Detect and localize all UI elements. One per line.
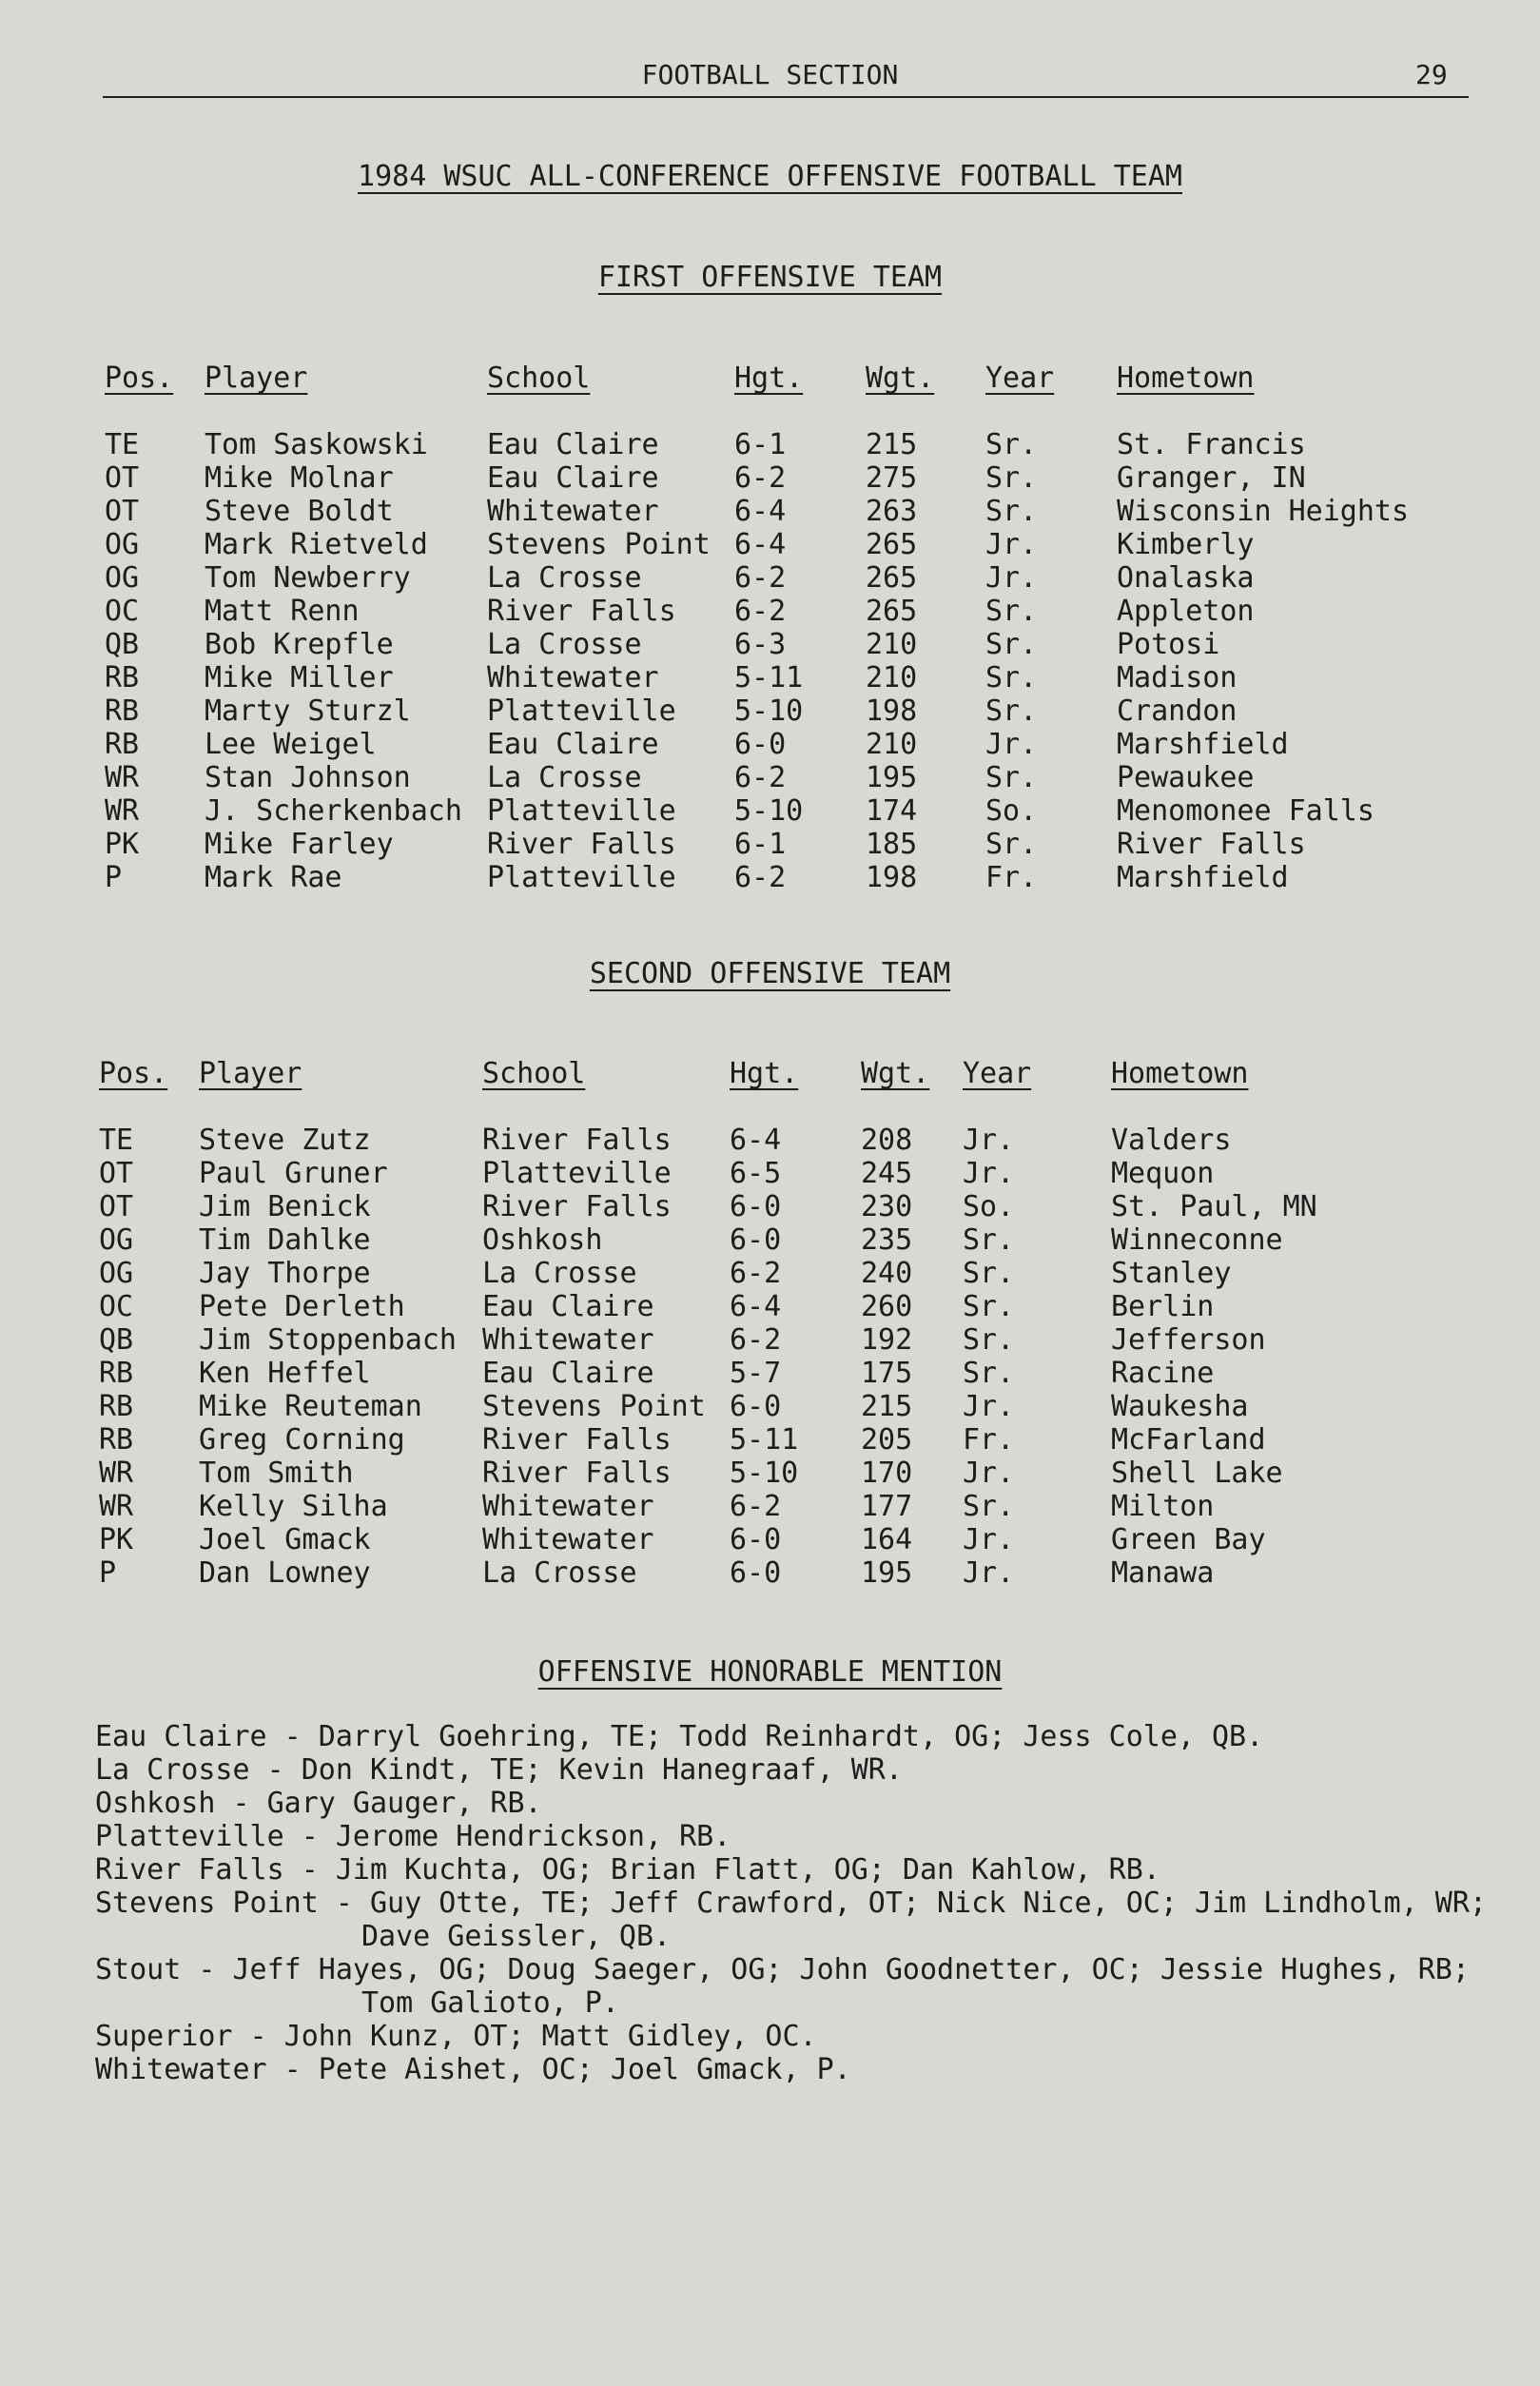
cell-pos: RB xyxy=(105,661,140,694)
cell-pos: OC xyxy=(105,595,140,628)
cell-school: Eau Claire xyxy=(487,428,659,461)
cell-wgt: 205 xyxy=(861,1423,913,1457)
cell-wgt: 263 xyxy=(866,495,918,528)
cell-hometown: Granger, IN xyxy=(1117,461,1306,495)
second-team-title: SECOND OFFENSIVE TEAM xyxy=(589,957,951,990)
cell-player: Tim Dahlke xyxy=(199,1223,371,1257)
cell-wgt: 260 xyxy=(861,1290,913,1323)
table-row xyxy=(0,1423,1540,1457)
cell-year: Sr. xyxy=(985,761,1038,794)
cell-school: Platteville xyxy=(482,1157,672,1190)
cell-pos: P xyxy=(105,861,123,894)
cell-wgt: 275 xyxy=(866,461,918,495)
cell-year: Sr. xyxy=(985,628,1038,661)
table-header-row xyxy=(0,1057,1540,1090)
cell-year: Sr. xyxy=(963,1257,1015,1290)
cell-pos: RB xyxy=(105,694,140,728)
cell-year: So. xyxy=(985,794,1038,828)
column-header-wgt: Wgt. xyxy=(861,1057,930,1090)
column-header-player: Player xyxy=(205,362,308,395)
cell-year: Jr. xyxy=(963,1523,1015,1556)
table-row xyxy=(0,1490,1540,1523)
cell-hgt: 6-1 xyxy=(734,428,787,461)
table-row xyxy=(0,1357,1540,1390)
cell-wgt: 265 xyxy=(866,561,918,595)
cell-pos: OT xyxy=(99,1157,134,1190)
cell-player: Steve Boldt xyxy=(205,495,394,528)
column-header-pos: Pos. xyxy=(99,1057,168,1090)
cell-wgt: 210 xyxy=(866,661,918,694)
cell-player: Kelly Silha xyxy=(199,1490,388,1523)
cell-year: Jr. xyxy=(963,1124,1015,1157)
cell-pos: OT xyxy=(105,495,140,528)
cell-year: Jr. xyxy=(963,1457,1015,1490)
table-row xyxy=(0,428,1540,461)
section-header: FOOTBALL SECTION xyxy=(641,59,899,90)
cell-school: Platteville xyxy=(487,861,676,894)
cell-wgt: 198 xyxy=(866,694,918,728)
cell-year: Sr. xyxy=(985,428,1038,461)
cell-wgt: 210 xyxy=(866,628,918,661)
cell-school: River Falls xyxy=(482,1190,672,1223)
column-header-pos: Pos. xyxy=(105,362,174,395)
table-row xyxy=(0,1190,1540,1223)
cell-hometown: Valders xyxy=(1111,1124,1232,1157)
cell-player: Dan Lowney xyxy=(199,1556,371,1590)
cell-hometown: Onalaska xyxy=(1117,561,1255,595)
cell-year: Sr. xyxy=(985,461,1038,495)
cell-hgt: 6-0 xyxy=(734,728,787,761)
cell-player: Mark Rae xyxy=(205,861,342,894)
cell-pos: OT xyxy=(105,461,140,495)
cell-school: River Falls xyxy=(487,595,676,628)
cell-pos: PK xyxy=(105,828,140,861)
cell-school: River Falls xyxy=(482,1457,672,1490)
cell-pos: TE xyxy=(105,428,140,461)
cell-hometown: St. Francis xyxy=(1117,428,1306,461)
cell-hometown: Winneconne xyxy=(1111,1223,1283,1257)
cell-year: Fr. xyxy=(963,1423,1015,1457)
second-team-table xyxy=(0,1057,1540,1590)
cell-pos: OT xyxy=(99,1190,134,1223)
cell-school: Eau Claire xyxy=(487,728,659,761)
cell-hgt: 6-3 xyxy=(734,628,787,661)
cell-hometown: Manawa xyxy=(1111,1556,1215,1590)
cell-wgt: 174 xyxy=(866,794,918,828)
cell-school: River Falls xyxy=(482,1423,672,1457)
cell-hgt: 6-0 xyxy=(730,1390,782,1423)
cell-pos: QB xyxy=(99,1323,134,1357)
cell-hgt: 6-2 xyxy=(734,561,787,595)
cell-hometown: Marshfield xyxy=(1117,728,1289,761)
cell-school: Stevens Point xyxy=(487,528,711,561)
cell-hgt: 6-4 xyxy=(730,1290,782,1323)
cell-player: Steve Zutz xyxy=(199,1124,371,1157)
cell-wgt: 177 xyxy=(861,1490,913,1523)
table-spacer xyxy=(0,395,1540,428)
cell-hgt: 5-10 xyxy=(734,694,804,728)
cell-pos: PK xyxy=(99,1523,134,1556)
cell-hgt: 5-11 xyxy=(734,661,804,694)
cell-hometown: Jefferson xyxy=(1111,1323,1266,1357)
cell-pos: OG xyxy=(99,1257,134,1290)
cell-school: La Crosse xyxy=(487,628,642,661)
cell-wgt: 240 xyxy=(861,1257,913,1290)
table-row xyxy=(0,1323,1540,1357)
cell-hgt: 6-4 xyxy=(734,495,787,528)
cell-player: Matt Renn xyxy=(205,595,360,628)
cell-hometown: River Falls xyxy=(1117,828,1306,861)
cell-year: Sr. xyxy=(963,1357,1015,1390)
cell-hometown: Menomonee Falls xyxy=(1117,794,1374,828)
cell-player: Pete Derleth xyxy=(199,1290,405,1323)
cell-hgt: 6-2 xyxy=(730,1257,782,1290)
cell-pos: OG xyxy=(105,528,140,561)
cell-year: Sr. xyxy=(985,828,1038,861)
cell-wgt: 195 xyxy=(866,761,918,794)
column-header-player: Player xyxy=(199,1057,302,1090)
cell-pos: RB xyxy=(99,1423,134,1457)
cell-hometown: Madison xyxy=(1117,661,1238,694)
column-header-hgt: Hgt. xyxy=(734,362,804,395)
cell-player: Greg Corning xyxy=(199,1423,405,1457)
table-row xyxy=(0,728,1540,761)
cell-year: Jr. xyxy=(963,1556,1015,1590)
honorable-mention-continuation: Tom Galioto, P. xyxy=(361,1986,619,2020)
cell-hometown: Shell Lake xyxy=(1111,1457,1283,1490)
cell-hgt: 6-0 xyxy=(730,1190,782,1223)
first-team-table xyxy=(0,362,1540,894)
table-row xyxy=(0,595,1540,628)
cell-hgt: 6-0 xyxy=(730,1556,782,1590)
table-row xyxy=(0,1290,1540,1323)
cell-hometown: Waukesha xyxy=(1111,1390,1249,1423)
cell-player: Mike Farley xyxy=(205,828,394,861)
table-row xyxy=(0,1523,1540,1556)
table-row xyxy=(0,661,1540,694)
cell-school: Whitewater xyxy=(487,495,659,528)
cell-year: Sr. xyxy=(985,694,1038,728)
column-header-hgt: Hgt. xyxy=(730,1057,799,1090)
cell-player: Bob Krepfle xyxy=(205,628,394,661)
honorable-mention-entry: Whitewater - Pete Aishet, OC; Joel Gmack, P. xyxy=(95,2053,851,2086)
cell-school: River Falls xyxy=(482,1124,672,1157)
cell-hometown: McFarland xyxy=(1111,1423,1266,1457)
cell-player: Mark Rietveld xyxy=(205,528,428,561)
cell-year: Jr. xyxy=(963,1390,1015,1423)
cell-pos: QB xyxy=(105,628,140,661)
cell-player: Tom Newberry xyxy=(205,561,411,595)
cell-wgt: 245 xyxy=(861,1157,913,1190)
cell-wgt: 164 xyxy=(861,1523,913,1556)
cell-pos: RB xyxy=(105,728,140,761)
column-header-wgt: Wgt. xyxy=(866,362,935,395)
cell-hometown: Wisconsin Heights xyxy=(1117,495,1410,528)
cell-wgt: 210 xyxy=(866,728,918,761)
cell-player: Tom Smith xyxy=(199,1457,354,1490)
honorable-mention-entry: Stevens Point - Guy Otte, TE; Jeff Crawford, OT; Nick Nice, OC; Jim Lindholm, WR; xyxy=(95,1887,1487,1920)
table-row xyxy=(0,828,1540,861)
cell-hometown: Crandon xyxy=(1117,694,1238,728)
cell-school: La Crosse xyxy=(487,561,642,595)
cell-year: Jr. xyxy=(963,1157,1015,1190)
cell-hgt: 6-2 xyxy=(734,595,787,628)
first-team-title: FIRST OFFENSIVE TEAM xyxy=(597,261,943,294)
cell-hometown: Milton xyxy=(1111,1490,1215,1523)
column-header-school: School xyxy=(487,362,591,395)
cell-year: Jr. xyxy=(985,528,1038,561)
cell-player: Jim Benick xyxy=(199,1190,371,1223)
cell-school: La Crosse xyxy=(487,761,642,794)
cell-player: Lee Weigel xyxy=(205,728,377,761)
cell-year: Sr. xyxy=(963,1490,1015,1523)
cell-school: River Falls xyxy=(487,828,676,861)
table-row xyxy=(0,1390,1540,1423)
cell-hgt: 6-2 xyxy=(734,461,787,495)
cell-school: Whitewater xyxy=(482,1323,654,1357)
cell-player: Jim Stoppenbach xyxy=(199,1323,457,1357)
header-rule xyxy=(103,96,1469,98)
cell-hgt: 6-5 xyxy=(730,1157,782,1190)
cell-pos: WR xyxy=(105,794,140,828)
cell-school: Platteville xyxy=(487,694,676,728)
cell-school: La Crosse xyxy=(482,1257,637,1290)
honorable-mention-entry: Oshkosh - Gary Gauger, RB. xyxy=(95,1787,542,1820)
table-row xyxy=(0,1257,1540,1290)
column-header-school: School xyxy=(482,1057,586,1090)
cell-wgt: 192 xyxy=(861,1323,913,1357)
cell-wgt: 175 xyxy=(861,1357,913,1390)
cell-hgt: 6-4 xyxy=(734,528,787,561)
cell-player: Paul Gruner xyxy=(199,1157,388,1190)
cell-hometown: Mequon xyxy=(1111,1157,1215,1190)
cell-hometown: Appleton xyxy=(1117,595,1255,628)
table-spacer xyxy=(0,1090,1540,1124)
cell-player: Tom Saskowski xyxy=(205,428,428,461)
cell-school: Oshkosh xyxy=(482,1223,603,1257)
cell-player: Joel Gmack xyxy=(199,1523,371,1556)
cell-wgt: 170 xyxy=(861,1457,913,1490)
cell-hometown: Pewaukee xyxy=(1117,761,1255,794)
table-row xyxy=(0,528,1540,561)
table-row xyxy=(0,1223,1540,1257)
cell-pos: OG xyxy=(99,1223,134,1257)
cell-wgt: 208 xyxy=(861,1124,913,1157)
table-row xyxy=(0,495,1540,528)
honorable-mention-entry: Stout - Jeff Hayes, OG; Doug Saeger, OG; John Goodnetter, OC; Jessie Hughes, RB; xyxy=(95,1953,1470,1986)
table-row xyxy=(0,1124,1540,1157)
cell-school: La Crosse xyxy=(482,1556,637,1590)
table-row xyxy=(0,761,1540,794)
cell-player: Mike Reuteman xyxy=(199,1390,422,1423)
cell-hometown: Kimberly xyxy=(1117,528,1255,561)
column-header-hometown: Hometown xyxy=(1117,362,1255,395)
cell-hometown: St. Paul, MN xyxy=(1111,1190,1317,1223)
cell-school: Platteville xyxy=(487,794,676,828)
cell-pos: RB xyxy=(99,1390,134,1423)
cell-hometown: Racine xyxy=(1111,1357,1215,1390)
cell-year: Sr. xyxy=(985,661,1038,694)
table-row xyxy=(0,561,1540,595)
table-header-row xyxy=(0,362,1540,395)
cell-year: Sr. xyxy=(963,1223,1015,1257)
cell-hgt: 6-4 xyxy=(730,1124,782,1157)
table-row xyxy=(0,1556,1540,1590)
cell-hgt: 5-11 xyxy=(730,1423,799,1457)
cell-hometown: Potosi xyxy=(1117,628,1220,661)
cell-year: Sr. xyxy=(985,595,1038,628)
honorable-mention-entry: Eau Claire - Darryl Goehring, TE; Todd Reinhardt, OG; Jess Cole, QB. xyxy=(95,1720,1264,1753)
cell-school: Whitewater xyxy=(487,661,659,694)
cell-hgt: 6-0 xyxy=(730,1223,782,1257)
cell-wgt: 215 xyxy=(866,428,918,461)
cell-player: Ken Heffel xyxy=(199,1357,371,1390)
cell-school: Eau Claire xyxy=(482,1290,654,1323)
cell-hgt: 6-2 xyxy=(730,1490,782,1523)
honorable-mention-entry: River Falls - Jim Kuchta, OG; Brian Flatt, OG; Dan Kahlow, RB. xyxy=(95,1853,1160,1887)
column-header-year: Year xyxy=(985,362,1055,395)
cell-year: Sr. xyxy=(985,495,1038,528)
cell-year: Jr. xyxy=(985,561,1038,595)
honorable-mention-continuation: Dave Geissler, QB. xyxy=(361,1920,672,1953)
column-header-hometown: Hometown xyxy=(1111,1057,1249,1090)
cell-school: Whitewater xyxy=(482,1490,654,1523)
cell-hgt: 6-2 xyxy=(734,861,787,894)
cell-hgt: 5-7 xyxy=(730,1357,782,1390)
honorable-mention-entry: Platteville - Jerome Hendrickson, RB. xyxy=(95,1820,731,1853)
cell-pos: OC xyxy=(99,1290,134,1323)
cell-year: Fr. xyxy=(985,861,1038,894)
page-number: 29 xyxy=(1415,59,1448,90)
cell-pos: WR xyxy=(105,761,140,794)
cell-pos: P xyxy=(99,1556,117,1590)
honorable-mention-entry: Superior - John Kunz, OT; Matt Gidley, OC. xyxy=(95,2020,817,2053)
cell-pos: RB xyxy=(99,1357,134,1390)
cell-player: Stan Johnson xyxy=(205,761,411,794)
cell-hgt: 5-10 xyxy=(734,794,804,828)
cell-wgt: 215 xyxy=(861,1390,913,1423)
cell-player: Mike Miller xyxy=(205,661,394,694)
cell-pos: TE xyxy=(99,1124,134,1157)
table-row xyxy=(0,861,1540,894)
cell-school: Eau Claire xyxy=(487,461,659,495)
cell-hometown: Green Bay xyxy=(1111,1523,1266,1556)
honorable-mention-title: OFFENSIVE HONORABLE MENTION xyxy=(537,1655,1003,1689)
cell-wgt: 195 xyxy=(861,1556,913,1590)
honorable-mention-entry: La Crosse - Don Kindt, TE; Kevin Hanegraaf, WR. xyxy=(95,1753,903,1787)
cell-year: Sr. xyxy=(963,1323,1015,1357)
cell-school: Eau Claire xyxy=(482,1357,654,1390)
cell-player: J. Scherkenbach xyxy=(205,794,462,828)
table-row xyxy=(0,461,1540,495)
cell-year: So. xyxy=(963,1190,1015,1223)
cell-pos: OG xyxy=(105,561,140,595)
cell-wgt: 265 xyxy=(866,595,918,628)
main-title: 1984 WSUC ALL-CONFERENCE OFFENSIVE FOOTBALL TEAM xyxy=(358,160,1182,193)
cell-hometown: Stanley xyxy=(1111,1257,1232,1290)
cell-wgt: 185 xyxy=(866,828,918,861)
cell-year: Sr. xyxy=(963,1290,1015,1323)
cell-wgt: 235 xyxy=(861,1223,913,1257)
cell-hgt: 6-1 xyxy=(734,828,787,861)
cell-pos: WR xyxy=(99,1490,134,1523)
cell-hgt: 5-10 xyxy=(730,1457,799,1490)
honorable-mention-list xyxy=(95,1720,1503,2086)
cell-year: Jr. xyxy=(985,728,1038,761)
cell-player: Marty Sturzl xyxy=(205,694,411,728)
table-row xyxy=(0,794,1540,828)
table-row xyxy=(0,628,1540,661)
cell-hgt: 6-2 xyxy=(730,1323,782,1357)
cell-hometown: Berlin xyxy=(1111,1290,1215,1323)
cell-player: Jay Thorpe xyxy=(199,1257,371,1290)
cell-hometown: Marshfield xyxy=(1117,861,1289,894)
cell-wgt: 198 xyxy=(866,861,918,894)
column-header-year: Year xyxy=(963,1057,1032,1090)
table-row xyxy=(0,1157,1540,1190)
cell-hgt: 6-2 xyxy=(734,761,787,794)
cell-hgt: 6-0 xyxy=(730,1523,782,1556)
cell-wgt: 230 xyxy=(861,1190,913,1223)
cell-school: Whitewater xyxy=(482,1523,654,1556)
table-row xyxy=(0,1457,1540,1490)
cell-school: Stevens Point xyxy=(482,1390,706,1423)
cell-pos: WR xyxy=(99,1457,134,1490)
cell-wgt: 265 xyxy=(866,528,918,561)
cell-player: Mike Molnar xyxy=(205,461,394,495)
table-row xyxy=(0,694,1540,728)
